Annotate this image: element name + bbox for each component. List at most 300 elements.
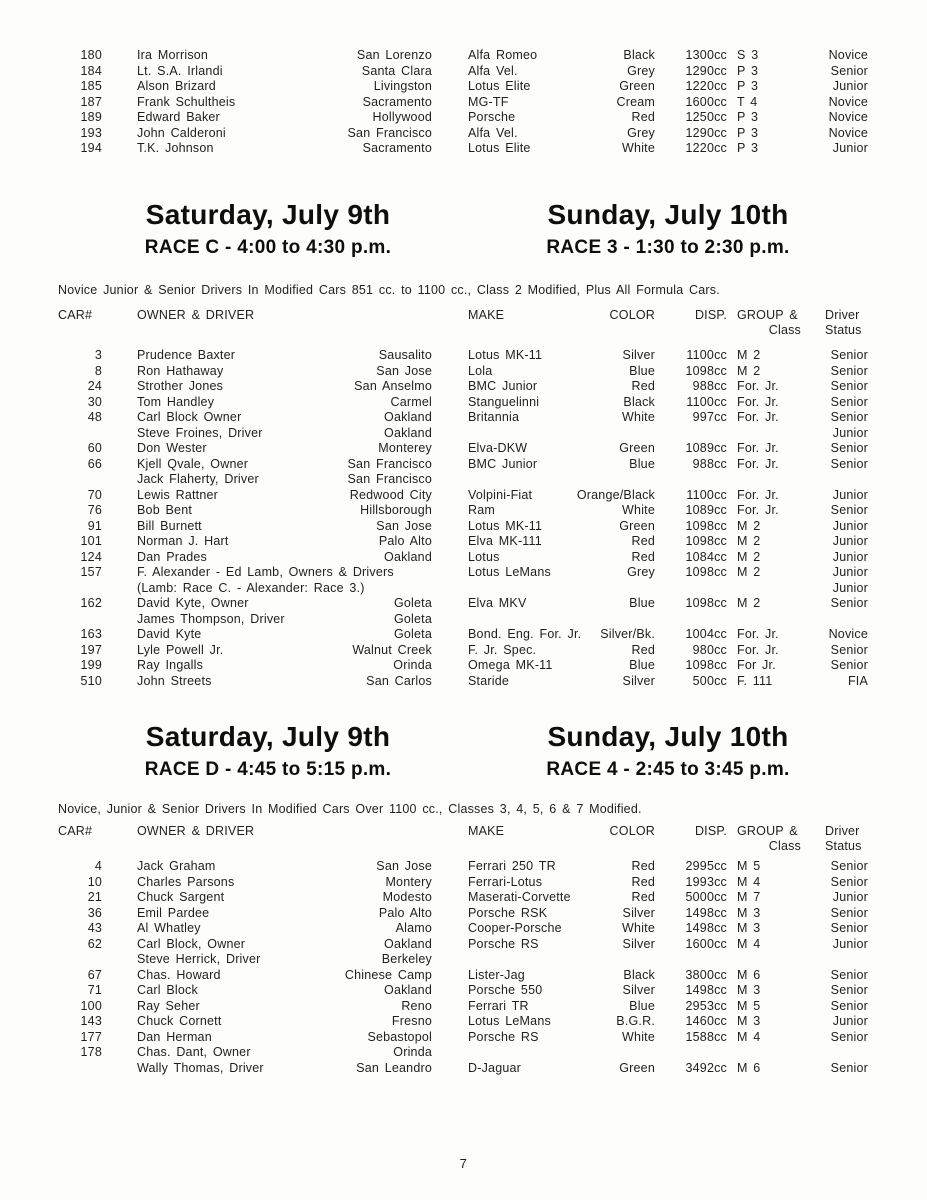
saturday-day-title: Saturday, July 9th — [145, 721, 391, 752]
make-cell: Elva-DKW — [468, 441, 528, 455]
make-cell: Lotus Elite — [468, 141, 531, 155]
make-cell: Ferrari 250 TR — [468, 859, 556, 873]
make-cell: Porsche RS — [468, 1029, 539, 1044]
disp-cell: 1100cc — [686, 394, 727, 409]
make-cell: Volpini-Fiat — [468, 487, 533, 502]
owner-cell: Norman J. Hart — [137, 534, 229, 548]
header-make: MAKE — [468, 824, 505, 838]
group-cell: M 4 — [737, 874, 761, 889]
city-cell: Monterey — [378, 441, 432, 455]
owner-cell: Chuck Cornett — [137, 1014, 222, 1028]
header-group — [727, 308, 807, 338]
disp-cell: 2953cc — [685, 998, 727, 1013]
color-cell: Red — [631, 379, 655, 393]
status-cell: Senior — [830, 921, 868, 935]
color-cell: Blue — [629, 456, 655, 471]
color-cell: White — [622, 141, 655, 155]
car-cell — [58, 426, 102, 442]
owner-cell: Chas. Howard — [137, 967, 221, 982]
city-cell: Oakland — [384, 983, 432, 997]
color-cell: Red — [631, 110, 655, 124]
status-cell: Senior — [830, 63, 868, 78]
group-cell — [727, 1045, 807, 1061]
car-cell: 162 — [80, 596, 102, 610]
city-cell: Santa Clara — [361, 63, 432, 78]
header-group-line2: Class — [768, 839, 801, 853]
color-cell: Silver — [622, 348, 655, 362]
make-cell: Alfa Romeo — [468, 48, 538, 62]
group-cell: For. Jr. — [737, 503, 779, 517]
make-cell: Ferrari TR — [468, 998, 529, 1013]
group-cell — [727, 612, 807, 628]
city-cell: San Anselmo — [354, 379, 432, 393]
make-cell: Stanguelinni — [468, 394, 540, 409]
color-cell — [558, 426, 655, 442]
color-cell: Silver — [622, 983, 655, 997]
group-cell: For. Jr. — [737, 410, 779, 424]
table-row — [58, 503, 868, 519]
color-cell: Grey — [627, 565, 655, 579]
owner-cell: Lyle Powell Jr. — [137, 642, 224, 657]
group-cell: P 3 — [737, 141, 759, 155]
car-cell: 10 — [87, 874, 102, 889]
make-cell: Porsche RSK — [468, 905, 548, 920]
group-cell: M 4 — [737, 1029, 761, 1044]
city-cell: Sacramento — [362, 141, 432, 155]
table-row — [58, 565, 868, 581]
owner-cell: Ira Morrison — [137, 48, 209, 62]
header-color: COLOR — [609, 308, 655, 322]
group-cell: P 3 — [737, 63, 759, 78]
header-color: COLOR — [609, 824, 655, 838]
owner-cell: Edward Baker — [137, 110, 220, 124]
status-cell: Senior — [830, 1060, 868, 1075]
car-cell: 187 — [80, 94, 102, 109]
owner-cell: Alson Brizard — [137, 79, 216, 93]
color-cell: Black — [623, 967, 655, 982]
car-cell: 180 — [80, 48, 102, 62]
table-row — [58, 627, 868, 643]
status-cell: Junior — [832, 141, 868, 155]
car-cell: 177 — [80, 1029, 102, 1044]
page-number: 7 — [459, 1156, 468, 1171]
disp-cell: 1290cc — [685, 63, 727, 78]
city-cell: San Leandro — [356, 1060, 432, 1075]
make-cell: Lotus LeMans — [468, 1014, 551, 1028]
group-cell — [727, 472, 807, 488]
table-row — [58, 968, 868, 984]
color-cell: White — [622, 503, 655, 517]
group-cell: M 3 — [737, 921, 761, 935]
car-cell: 24 — [87, 379, 102, 393]
owner-cell: John Calderoni — [137, 125, 226, 140]
race-c-class-description: Novice Junior & Senior Drivers In Modified Cars 851 cc. to 1100 cc., Class 2 Modified, Plus All Formula Cars. — [58, 283, 720, 297]
table-row — [58, 1045, 868, 1061]
owner-cell: F. Alexander - Ed Lamb, Owners & Drivers — [137, 565, 394, 579]
color-cell: Cream — [616, 94, 655, 109]
make-cell: Staride — [468, 673, 510, 688]
car-cell: 199 — [80, 658, 102, 672]
group-cell: M 2 — [737, 348, 761, 362]
group-cell: M 2 — [737, 534, 761, 548]
owner-cell: Jack Flaherty, Driver — [137, 472, 259, 486]
owner-cell: Don Wester — [137, 441, 207, 455]
car-cell: 100 — [80, 998, 102, 1013]
owner-cell: Steve Herrick, Driver — [137, 952, 261, 966]
race-c-table-header — [58, 308, 868, 338]
owner-cell: Kjell Qvale, Owner — [137, 456, 249, 471]
make-cell: D-Jaguar — [468, 1060, 522, 1075]
disp-cell: 1220cc — [685, 141, 727, 155]
city-cell: Chinese Camp — [344, 967, 432, 982]
race-d-table-header — [58, 824, 868, 854]
saturday-day-title: Saturday, July 9th — [145, 199, 391, 230]
color-cell — [558, 952, 655, 968]
table-row — [58, 937, 868, 953]
city-cell: San Francisco — [347, 472, 432, 486]
status-cell: Junior — [832, 425, 868, 440]
car-cell — [58, 952, 102, 968]
group-cell: M 2 — [737, 565, 761, 579]
color-cell: Green — [619, 1060, 655, 1075]
make-cell — [432, 581, 558, 597]
disp-cell: 1498cc — [685, 983, 727, 997]
disp-cell: 1100cc — [686, 348, 727, 362]
status-cell: Senior — [830, 905, 868, 920]
disp-cell: 1098cc — [685, 363, 727, 378]
owner-cell: Lewis Rattner — [137, 487, 219, 502]
table-row — [58, 890, 868, 906]
color-cell: Red — [631, 859, 655, 873]
color-cell: Black — [623, 394, 655, 409]
table-row — [58, 126, 868, 142]
table-row — [58, 395, 868, 411]
make-cell: BMC Junior — [468, 379, 538, 393]
make-cell: Omega MK-11 — [468, 658, 553, 672]
city-cell: Sausalito — [378, 348, 432, 362]
car-cell: 189 — [80, 110, 102, 124]
race-d-saturday-heading — [98, 722, 438, 781]
status-cell: Senior — [830, 394, 868, 409]
car-cell: 70 — [87, 487, 102, 502]
disp-cell: 988cc — [692, 379, 727, 393]
make-cell — [432, 1045, 558, 1061]
race-4-sunday-heading — [498, 722, 838, 781]
disp-cell: 3492cc — [685, 1060, 727, 1075]
header-owner: OWNER & DRIVER — [137, 308, 255, 322]
color-cell: Orange/Black — [576, 487, 655, 502]
disp-cell: 1004cc — [685, 627, 727, 641]
color-cell: Red — [631, 874, 655, 889]
car-cell: 510 — [80, 673, 102, 688]
group-cell: T 4 — [737, 94, 758, 109]
disp-cell — [655, 426, 727, 442]
status-cell: Senior — [830, 379, 868, 393]
owner-cell: Carl Block — [137, 983, 198, 997]
color-cell — [558, 612, 655, 628]
owner-cell: Al Whatley — [137, 921, 201, 935]
table-row — [58, 534, 868, 550]
status-cell: Novice — [828, 627, 868, 641]
color-cell: White — [622, 1029, 655, 1044]
group-cell: S 3 — [737, 48, 759, 62]
disp-cell: 1498cc — [685, 905, 727, 920]
header-city-spacer — [302, 824, 432, 854]
car-cell: 101 — [80, 534, 102, 548]
status-cell: Junior — [832, 487, 868, 502]
owner-cell: Ray Seher — [137, 998, 200, 1013]
table-row — [58, 364, 868, 380]
make-cell: Bond. Eng. For. Jr. — [468, 627, 582, 641]
table-row — [58, 875, 868, 891]
table-row — [58, 64, 868, 80]
table-row — [58, 379, 868, 395]
status-cell: Senior — [830, 983, 868, 997]
owner-cell: (Lamb: Race C. - Alexander: Race 3.) — [137, 580, 365, 595]
make-cell: Lotus Elite — [468, 79, 531, 93]
city-cell: San Jose — [376, 363, 432, 378]
status-cell: Senior — [830, 456, 868, 471]
header-status — [807, 824, 868, 854]
disp-cell — [655, 581, 727, 597]
table-row — [58, 596, 868, 612]
make-cell: Ram — [468, 503, 495, 517]
car-cell: 66 — [87, 456, 102, 471]
status-cell: Novice — [828, 125, 868, 140]
city-cell: San Carlos — [366, 673, 432, 688]
car-cell: 30 — [87, 394, 102, 409]
table-row — [58, 906, 868, 922]
status-cell — [807, 472, 868, 488]
owner-cell: Prudence Baxter — [137, 348, 236, 362]
group-cell: M 2 — [737, 363, 761, 378]
status-cell: Senior — [830, 967, 868, 982]
color-cell: Green — [619, 518, 655, 533]
city-cell: Livingston — [373, 79, 432, 93]
car-cell: 71 — [87, 983, 102, 997]
table-row — [58, 643, 868, 659]
owner-cell: Ray Ingalls — [137, 658, 204, 672]
group-cell: For. Jr. — [737, 627, 779, 641]
status-cell: Novice — [828, 110, 868, 124]
car-cell: 67 — [87, 967, 102, 982]
disp-cell: 1098cc — [685, 565, 727, 579]
group-cell: For. Jr. — [737, 394, 779, 409]
status-cell: Junior — [832, 580, 868, 595]
car-cell: 8 — [94, 363, 102, 378]
disp-cell: 997cc — [692, 410, 727, 424]
disp-cell: 1098cc — [685, 518, 727, 533]
owner-cell: Dan Prades — [137, 549, 208, 564]
status-cell: Senior — [830, 642, 868, 657]
car-cell: 197 — [80, 642, 102, 657]
city-cell: Goleta — [393, 596, 432, 610]
car-cell: 194 — [80, 141, 102, 155]
city-cell: Reno — [401, 998, 432, 1013]
city-cell: Sacramento — [362, 94, 432, 109]
car-cell — [58, 581, 102, 597]
car-cell — [58, 472, 102, 488]
disp-cell: 1100cc — [686, 487, 727, 502]
table-row — [58, 488, 868, 504]
race-d-time: RACE D - 4:45 to 5:15 p.m. — [144, 759, 392, 780]
group-cell: M 6 — [737, 967, 761, 982]
color-cell: Black — [623, 48, 655, 62]
disp-cell: 1098cc — [685, 534, 727, 548]
city-cell: San Francisco — [347, 456, 432, 471]
entry-table-race-d — [58, 859, 868, 1076]
make-cell: Lister-Jag — [468, 967, 525, 982]
make-cell — [432, 612, 558, 628]
status-cell: Senior — [830, 363, 868, 378]
disp-cell: 1290cc — [685, 125, 727, 140]
group-cell: For. Jr. — [737, 379, 779, 393]
disp-cell: 1220cc — [685, 79, 727, 93]
owner-cell: Jack Graham — [137, 859, 216, 873]
race-d-class-description: Novice, Junior & Senior Drivers In Modified Cars Over 1100 cc., Classes 3, 4, 5, 6 & 7 Modified. — [58, 802, 642, 816]
disp-cell: 1300cc — [685, 48, 727, 62]
owner-cell: T.K. Johnson — [137, 141, 214, 155]
make-cell — [432, 952, 558, 968]
owner-cell: Strother Jones — [137, 379, 224, 393]
disp-cell: 980cc — [692, 642, 727, 657]
owner-cell: Tom Handley — [137, 394, 215, 409]
table-row — [58, 79, 868, 95]
table-row — [58, 658, 868, 674]
table-row — [58, 612, 868, 628]
header-make: MAKE — [468, 308, 505, 322]
owner-cell: Wally Thomas, Driver — [137, 1060, 264, 1075]
status-cell: Senior — [830, 1029, 868, 1044]
group-cell: For. Jr. — [737, 642, 779, 657]
header-group-line2: Class — [768, 323, 801, 337]
make-cell: Porsche RS — [468, 936, 539, 951]
city-cell: Sebastopol — [367, 1029, 432, 1044]
status-cell: Novice — [828, 48, 868, 62]
table-row — [58, 859, 868, 875]
color-cell: Red — [631, 549, 655, 564]
status-cell: Junior — [832, 549, 868, 564]
status-cell: Senior — [830, 874, 868, 889]
sunday-day-title: Sunday, July 10th — [547, 721, 789, 752]
status-cell — [807, 952, 868, 968]
owner-cell: Chas. Dant, Owner — [137, 1045, 251, 1059]
car-cell — [58, 1061, 102, 1077]
city-cell: Redwood City — [349, 487, 432, 502]
table-row — [58, 48, 868, 64]
group-cell: M 3 — [737, 1014, 761, 1028]
race-3-time: RACE 3 - 1:30 to 2:30 p.m. — [546, 237, 790, 258]
car-cell: 43 — [87, 921, 102, 935]
header-status-line2: Status — [825, 839, 862, 853]
table-row — [58, 457, 868, 473]
city-cell: San Lorenzo — [356, 48, 432, 62]
table-row — [58, 519, 868, 535]
disp-cell: 1084cc — [685, 549, 727, 564]
make-cell: Cooper-Porsche — [468, 921, 562, 935]
car-cell: 178 — [80, 1045, 102, 1059]
city-cell — [302, 581, 432, 597]
owner-cell: John Streets — [137, 673, 212, 688]
owner-cell: Dan Herman — [137, 1029, 212, 1044]
city-cell: Oakland — [384, 936, 432, 951]
disp-cell: 1089cc — [685, 503, 727, 517]
disp-cell: 1089cc — [685, 441, 727, 455]
header-disp: DISP. — [694, 308, 727, 322]
city-cell: Hollywood — [372, 110, 432, 124]
disp-cell — [655, 472, 727, 488]
color-cell: Silver/Bk. — [600, 627, 655, 641]
group-cell: For Jr. — [737, 658, 776, 672]
disp-cell: 1460cc — [685, 1014, 727, 1028]
group-cell: P 3 — [737, 110, 759, 124]
disp-cell: 1600cc — [685, 94, 727, 109]
status-cell: Junior — [832, 1014, 868, 1028]
table-row — [58, 348, 868, 364]
car-cell: 157 — [80, 565, 102, 579]
group-cell: M 5 — [737, 998, 761, 1013]
owner-cell: Charles Parsons — [137, 874, 235, 889]
color-cell: Grey — [627, 63, 655, 78]
group-cell: M 6 — [737, 1060, 761, 1075]
owner-cell: Carl Block Owner — [137, 410, 242, 424]
table-row — [58, 581, 868, 597]
car-cell: 48 — [87, 410, 102, 424]
color-cell: Red — [631, 890, 655, 904]
status-cell: Junior — [832, 936, 868, 951]
disp-cell — [655, 612, 727, 628]
disp-cell — [655, 952, 727, 968]
header-disp: DISP. — [694, 824, 727, 838]
header-city-spacer — [302, 308, 432, 338]
car-cell: 124 — [80, 549, 102, 564]
group-cell: M 2 — [737, 549, 761, 564]
city-cell: Alamo — [395, 921, 432, 935]
group-cell: P 3 — [737, 125, 759, 140]
group-cell: M 3 — [737, 983, 761, 997]
table-row — [58, 141, 868, 157]
make-cell — [432, 472, 558, 488]
city-cell: Orinda — [393, 1045, 432, 1059]
color-cell — [558, 472, 655, 488]
status-cell: Junior — [832, 79, 868, 93]
header-status-line1: Driver — [825, 308, 860, 322]
make-cell: Alfa Vel. — [468, 125, 518, 140]
owner-cell: Frank Schultheis — [137, 94, 236, 109]
header-car: CAR# — [58, 824, 93, 838]
city-cell: Goleta — [393, 611, 432, 626]
status-cell: Senior — [830, 503, 868, 517]
status-cell: Senior — [830, 596, 868, 610]
car-cell: 143 — [80, 1014, 102, 1028]
owner-cell: Steve Froines, Driver — [137, 425, 263, 440]
header-group-line1: GROUP & — [737, 308, 798, 322]
race-c-saturday-heading — [98, 200, 438, 259]
disp-cell: 1098cc — [685, 596, 727, 610]
table-row — [58, 550, 868, 566]
group-cell: M 4 — [737, 936, 761, 951]
status-cell: FIA — [847, 673, 868, 688]
disp-cell: 988cc — [692, 456, 727, 471]
disp-cell: 3800cc — [685, 967, 727, 982]
table-row — [58, 999, 868, 1015]
owner-cell: Carl Block, Owner — [137, 936, 246, 951]
group-cell: M 2 — [737, 596, 761, 610]
status-cell: Junior — [832, 534, 868, 548]
table-row — [58, 1061, 868, 1077]
disp-cell — [655, 1045, 727, 1061]
table-row — [58, 674, 868, 690]
